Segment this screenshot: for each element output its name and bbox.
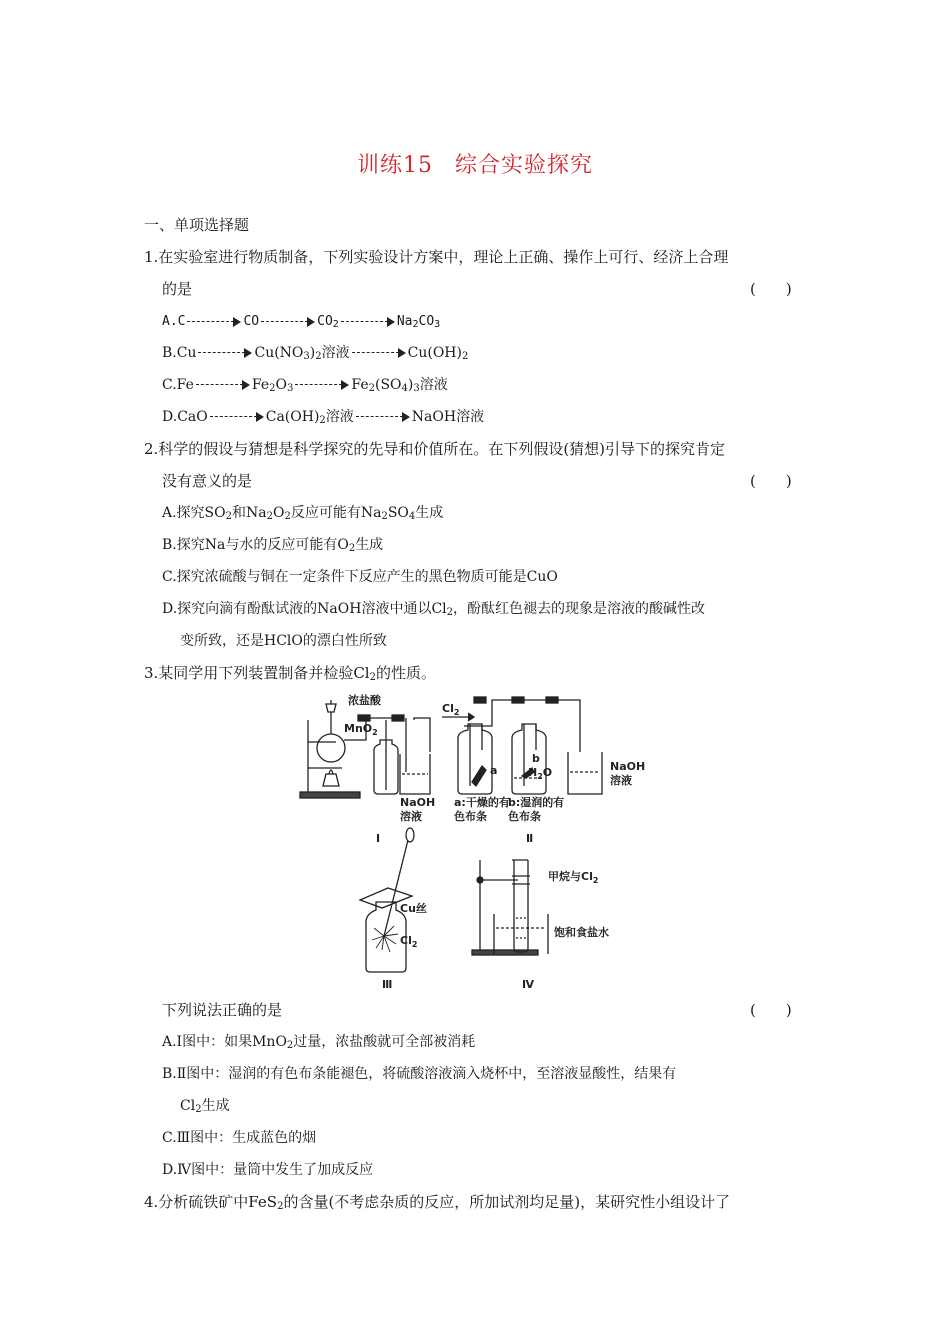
q3-option-d: D.Ⅳ图中：量筒中发生了加成反应	[162, 1162, 374, 1178]
label-a-desc-2: 色布条	[454, 810, 487, 823]
q2-option-d-line2: 变所致，还是HClO的漂白性所致	[180, 633, 387, 649]
page-title: 训练15 综合实验探究	[356, 153, 594, 178]
q3-answer-paren: ( )	[750, 1001, 792, 1019]
q1-option-b: B.Cu $Cu(NO_3)_2$溶液 $Cu(OH)_2$	[162, 345, 469, 362]
label-h2o: $H_2O$	[528, 766, 553, 781]
q3-option-a: A.Ⅰ图中：如果MnO$_2$过量，浓盐酸就可全部被消耗	[162, 1034, 476, 1051]
label-mno2: MnO$_2$	[344, 722, 378, 737]
arrow-icon	[295, 380, 349, 390]
q3-option-b-line1: B.Ⅱ图中：湿润的有色布条能褪色，将硫酸溶液滴入烧杯中，至溶液显酸性，结果有	[162, 1066, 677, 1082]
q2-stem-line2: 没有意义的是	[162, 472, 253, 490]
q1-answer-paren: ( )	[750, 280, 792, 298]
label-figure-I: Ⅰ	[376, 832, 381, 845]
label-b-desc-1: b:湿润的有	[508, 796, 565, 809]
arrow-icon	[210, 412, 264, 422]
q3-stem: 3.某同学用下列装置制备并检验$Cl_2$的性质。	[144, 664, 436, 683]
arrow-icon	[352, 348, 406, 358]
label-naoh-1: NaOH	[400, 796, 436, 809]
q2-option-b: B.探究Na与水的反应可能有$O_2$生成	[162, 537, 384, 554]
arrow-icon	[261, 317, 315, 327]
label-figure-II: Ⅱ	[526, 832, 534, 845]
label-methane-cl2: 甲烷与$Cl_2$	[548, 870, 599, 885]
q1-option-d: D.CaO $Ca(OH)_2$溶液 NaOH溶液	[162, 409, 485, 426]
q2-answer-paren: ( )	[750, 472, 792, 490]
label-naoh-2: NaOH	[610, 760, 646, 773]
label-solution-1: 溶液	[400, 810, 422, 823]
label-conc-hcl: 浓盐酸	[348, 694, 381, 707]
label-cl2-bottle: $Cl_2$	[400, 934, 418, 949]
apparatus-figure	[296, 690, 660, 990]
label-brine: 饱和食盐水	[554, 926, 609, 939]
label-cl2-inlet: $Cl_2$	[442, 702, 460, 717]
q2-option-c: C.探究浓硫酸与铜在一定条件下反应产生的黑色物质可能是CuO	[162, 569, 558, 585]
label-figure-IV: Ⅳ	[522, 978, 535, 990]
q2-option-d-line1: D.探究向滴有酚酞试液的NaOH溶液中通以$Cl_2$，酚酞红色褪去的现象是溶液的酸碱性改	[162, 601, 706, 618]
q3-option-b-line2: $Cl_2$生成	[180, 1098, 230, 1115]
q1-option-a: A.C CO $CO_2$ $Na_2CO_3$	[162, 314, 441, 330]
label-b: b	[532, 752, 540, 765]
label-b-desc-2: 色布条	[508, 810, 541, 823]
label-a-desc-1: a:干燥的有	[454, 796, 510, 809]
q4-stem: 4.分析硫铁矿中FeS$_2$的含量(不考虑杂质的反应，所加试剂均足量)，某研究性小组设计了	[144, 1193, 731, 1212]
arrow-icon	[341, 317, 395, 327]
q1-stem-line2: 的是	[162, 280, 193, 298]
label-a: a	[490, 764, 498, 777]
arrow-icon	[356, 412, 410, 422]
q3-ask: 下列说法正确的是	[162, 1001, 283, 1019]
section-heading: 一、单项选择题	[144, 216, 250, 234]
label-solution-2: 溶液	[610, 774, 632, 787]
q2-stem-line1: 2.科学的假设与猜想是科学探究的先导和价值所在。在下列假设(猜想)引导下的探究肯定	[144, 440, 726, 458]
q1-stem-line1: 1.在实验室进行物质制备，下列实验设计方案中，理论上正确、操作上可行、经济上合理	[144, 248, 729, 266]
arrow-icon	[196, 380, 250, 390]
label-figure-III: Ⅲ	[382, 978, 393, 990]
arrow-icon	[187, 317, 241, 327]
q3-option-c: C.Ⅲ图中：生成蓝色的烟	[162, 1130, 317, 1146]
q2-option-a: A.探究$SO_2$和$Na_2O_2$反应可能有$Na_2SO_4$生成	[162, 505, 444, 522]
arrow-icon	[198, 348, 252, 358]
label-cu-wire: Cu丝	[400, 902, 427, 915]
q1-option-c: C.Fe $Fe_2O_3$ $Fe_2(SO_4)_3$溶液	[162, 377, 448, 394]
